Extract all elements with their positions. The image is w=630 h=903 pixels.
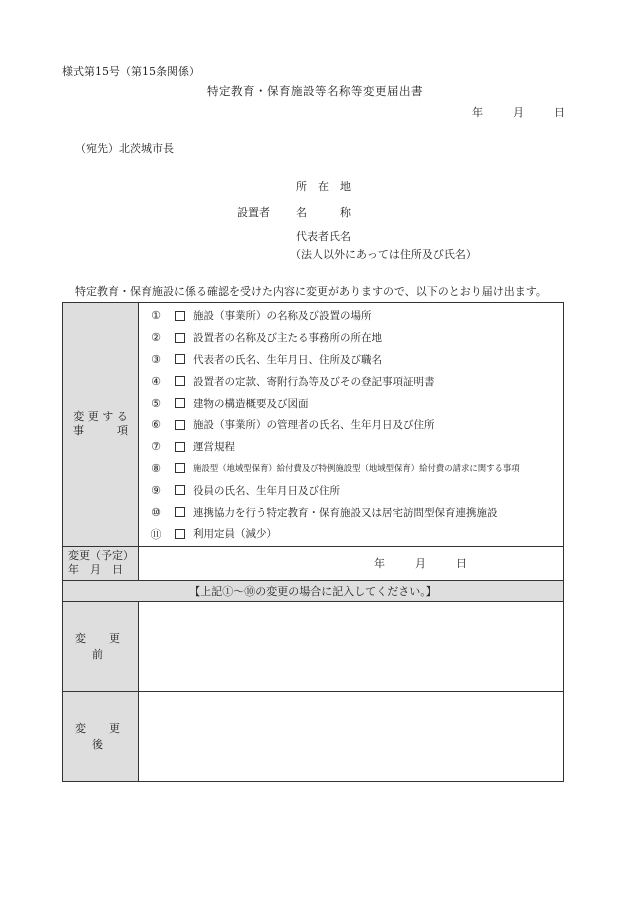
item-number: ⑥ (151, 418, 161, 432)
item-number: ② (151, 331, 161, 345)
change-date-label-line2: 年 月 日 (68, 563, 123, 577)
item-number: ⑦ (151, 440, 161, 454)
change-item-10 (139, 501, 563, 523)
item-label: 運営規程 (193, 441, 235, 454)
before-change-label: 変 更 前 (63, 601, 139, 691)
change-date-label-line1: 変更（予定） (68, 549, 134, 563)
item-checkbox[interactable] (175, 376, 185, 386)
change-item-1 (139, 305, 563, 327)
items-list (139, 303, 564, 547)
month-label: 月 (513, 106, 524, 119)
change-item-3 (139, 349, 563, 371)
items-heading-line1: 変 更 す る (73, 410, 128, 424)
addressee: （宛先）北茨城市長 (75, 142, 174, 155)
after-change-label: 変 更 後 (63, 691, 139, 781)
before-change-field[interactable] (139, 601, 564, 691)
form-number: 様式第15号（第15条関係） (62, 65, 200, 78)
item-label: 建物の構造概要及び図面 (193, 397, 309, 410)
change-date-label (63, 546, 139, 580)
item-checkbox[interactable] (175, 333, 185, 343)
item-number: ⑪ (150, 527, 162, 541)
items-heading-line2: 事 項 (73, 424, 128, 438)
item-number: ① (151, 309, 161, 323)
item-number: ⑨ (151, 483, 161, 497)
change-day-label: 日 (456, 557, 467, 571)
item-number: ③ (151, 352, 161, 366)
change-table (62, 302, 564, 782)
change-item-6 (139, 414, 563, 436)
item-label: 役員の氏名、生年月日及び住所 (193, 484, 340, 497)
document-title: 特定教育・保育施設等名称等変更届出書 (207, 84, 423, 98)
change-item-9 (139, 479, 563, 501)
item-label: 施設型（地域型保育）給付費及び特例施設型（地域型保育）給付費の請求に関する事項 (193, 463, 520, 474)
submission-date (472, 104, 565, 120)
day-label: 日 (554, 106, 565, 119)
item-checkbox[interactable] (175, 420, 185, 430)
change-month-label: 月 (415, 557, 426, 571)
items-heading (63, 303, 139, 547)
item-number: ④ (151, 374, 161, 388)
item-label: 利用定員（減少） (193, 528, 277, 541)
item-label: 代表者の氏名、生年月日、住所及び職名 (193, 353, 382, 366)
item-checkbox[interactable] (175, 354, 185, 364)
item-label: 施設（事業所）の名称及び設置の場所 (193, 310, 372, 323)
name-label: 名 称 (296, 206, 351, 219)
change-year-label: 年 (374, 557, 385, 571)
after-change-field[interactable] (139, 691, 564, 781)
item-checkbox[interactable] (175, 463, 185, 473)
year-label: 年 (472, 106, 483, 119)
item-checkbox[interactable] (175, 442, 185, 452)
item-number: ⑩ (151, 505, 161, 519)
item-checkbox[interactable] (175, 311, 185, 321)
item-checkbox[interactable] (175, 398, 185, 408)
representative-note: （法人以外にあっては住所及び氏名） (290, 248, 477, 261)
change-item-2 (139, 327, 563, 349)
item-label: 連携協力を行う特定教育・保育施設又は居宅訪問型保育連携施設 (193, 506, 498, 519)
item-label: 施設（事業所）の管理者の氏名、生年月日及び住所 (193, 419, 435, 432)
location-label: 所 在 地 (296, 180, 351, 193)
intro-statement: 特定教育・保育施設に係る確認を受けた内容に変更がありますので、以下のとおり届け出ます。 (75, 285, 547, 298)
item-checkbox[interactable] (175, 507, 185, 517)
item-checkbox[interactable] (175, 529, 185, 539)
item-checkbox[interactable] (175, 485, 185, 495)
founder-label: 設置者 (237, 206, 270, 219)
representative-label: 代表者氏名 (296, 230, 351, 243)
item-label: 設置者の名称及び主たる事務所の所在地 (193, 332, 382, 345)
item-number: ⑤ (151, 396, 161, 410)
item-label: 設置者の定款、寄附行為等及びその登記事項証明書 (193, 375, 435, 388)
change-item-8 (139, 458, 563, 480)
change-item-7 (139, 436, 563, 458)
instruction-note: 【上記①～⑩の変更の場合に記入してください。】 (63, 580, 564, 601)
change-item-4 (139, 370, 563, 392)
change-item-11 (139, 523, 563, 545)
change-item-5 (139, 392, 563, 414)
change-date-field[interactable] (139, 546, 564, 580)
item-number: ⑧ (151, 461, 161, 475)
